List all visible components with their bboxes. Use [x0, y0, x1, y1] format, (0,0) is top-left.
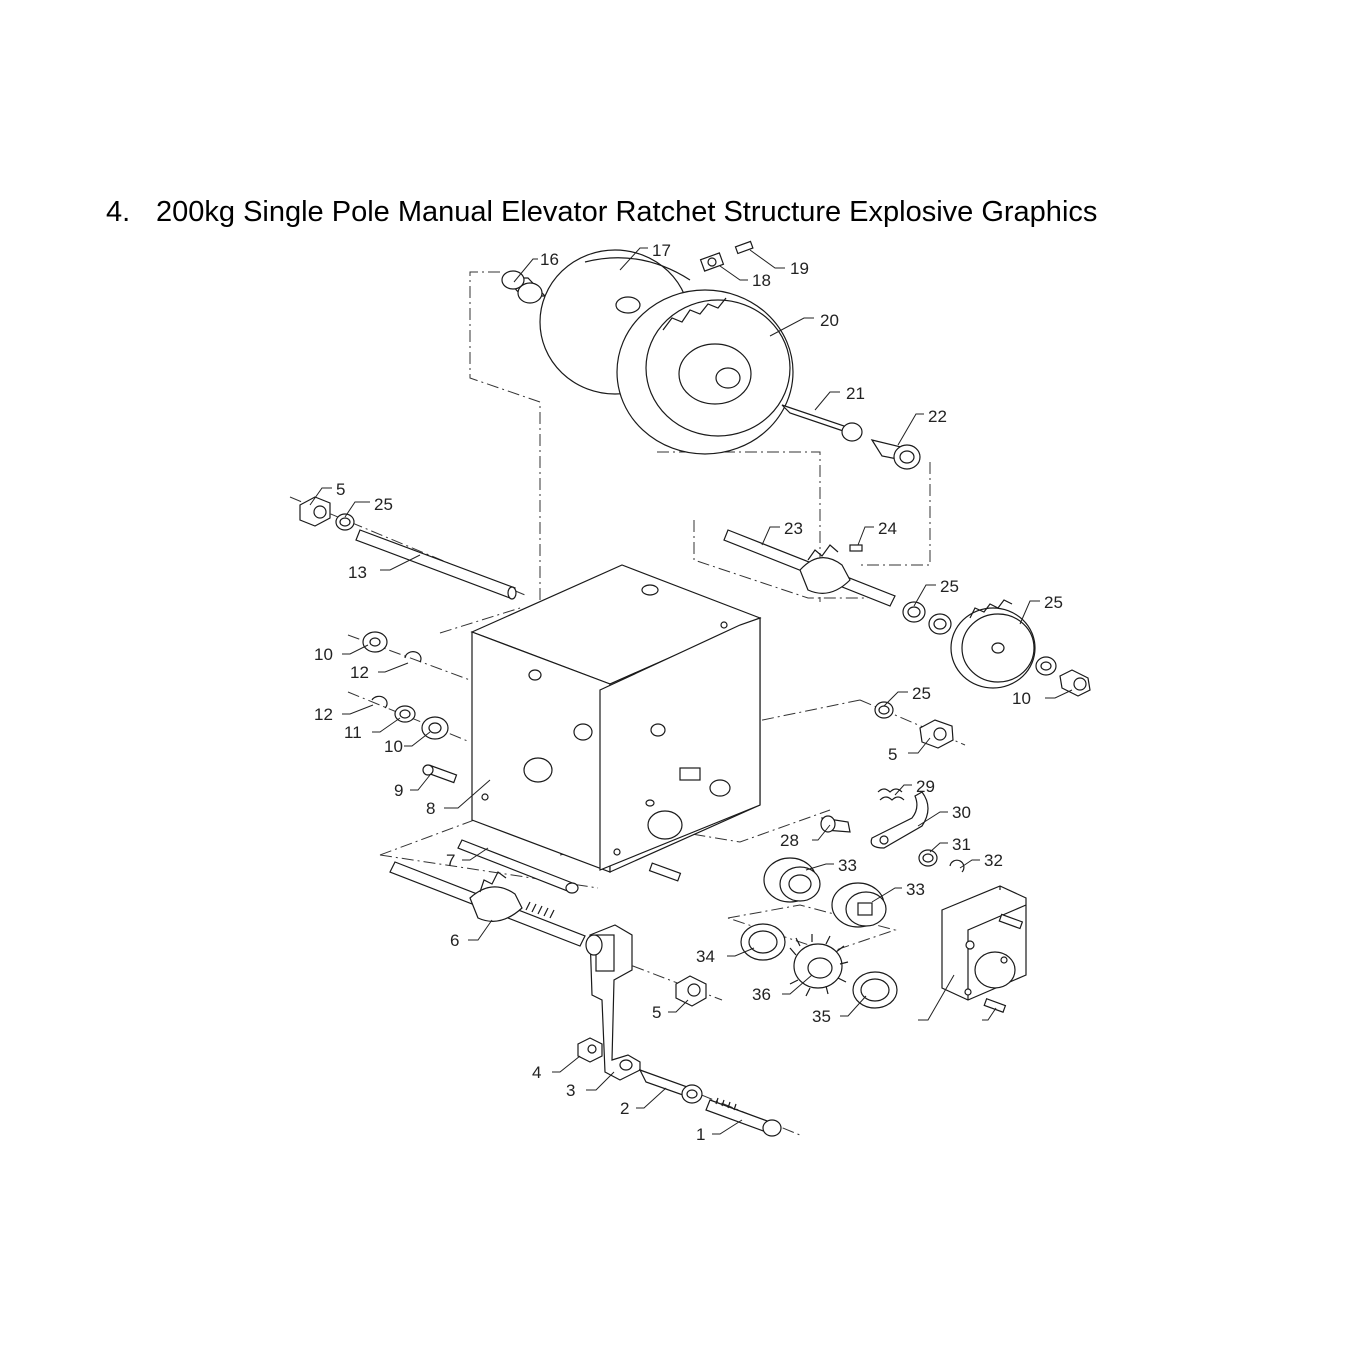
part-2-handle-sleeve: [640, 1070, 702, 1103]
callout-20: [898, 407, 947, 445]
svg-text:16: 16: [540, 250, 559, 269]
callout-4: [532, 1056, 580, 1082]
part-14-bushing: [502, 271, 545, 303]
svg-text:10: 10: [384, 737, 403, 756]
part-10-bushing-left-a: [363, 632, 387, 652]
callout-3: [566, 1072, 614, 1100]
part-1-handle-bolt: [706, 1098, 781, 1136]
callout-16: [720, 266, 771, 290]
part-23-washers: [903, 602, 951, 634]
part-5-nut-c: [676, 976, 706, 1006]
callout-10-left-b: [384, 732, 430, 756]
svg-text:17: 17: [652, 241, 671, 260]
callout-25-right: [884, 684, 931, 706]
svg-text:36: 36: [752, 985, 771, 1004]
svg-text:11: 11: [344, 723, 362, 742]
svg-text:35: 35: [812, 1007, 831, 1026]
callout-25-top: [345, 495, 393, 517]
part-27-spring: [878, 789, 904, 800]
part-18-ratchet-drum: [617, 290, 793, 454]
svg-text:25: 25: [374, 495, 393, 514]
part-17-screw: [735, 241, 752, 253]
svg-text:25: 25: [1044, 593, 1063, 612]
svg-text:6: 6: [450, 931, 460, 950]
svg-text:10: 10: [314, 645, 333, 664]
svg-text:7: 7: [446, 851, 456, 870]
callout-36: [982, 1008, 996, 1020]
part-12-clip-b: [372, 696, 387, 708]
svg-text:13: 13: [348, 563, 367, 582]
svg-text:5: 5: [888, 745, 898, 764]
part-28-pawl: [871, 792, 928, 848]
callout-12-b: [314, 705, 373, 724]
svg-text:22: 22: [928, 407, 947, 426]
svg-text:25: 25: [940, 577, 959, 596]
svg-text:12: 12: [350, 663, 369, 682]
svg-text:3: 3: [566, 1081, 576, 1100]
svg-text:18: 18: [752, 271, 771, 290]
part-9-screw: [423, 765, 457, 783]
part-4-nut: [578, 1038, 602, 1062]
svg-text:31: 31: [952, 835, 971, 854]
svg-text:9: 9: [394, 781, 404, 800]
svg-text:2: 2: [620, 1099, 630, 1118]
part-21-gear-shaft: [724, 530, 895, 606]
callout-10-left-a: [314, 645, 368, 664]
callout-24: [1020, 593, 1063, 624]
svg-text:12: 12: [314, 705, 333, 724]
part-10-bushing-right: [1036, 657, 1090, 696]
part-20-bushing: [872, 440, 920, 469]
svg-text:1: 1: [696, 1125, 706, 1144]
callout-5-bottom: [652, 1000, 688, 1022]
svg-text:20: 20: [820, 311, 839, 330]
frame-bolt: [650, 863, 681, 881]
callout-29: [930, 835, 971, 854]
part-8-frame: [472, 565, 760, 872]
part-6-pinion-shaft: [390, 862, 585, 946]
part-33-washer-a: [741, 924, 785, 960]
title-text: 200kg Single Pole Manual Elevator Ratchet Structure Explosive Graphics: [156, 196, 1098, 228]
callout-21: [762, 519, 803, 545]
part-5-nut-a: [300, 497, 330, 526]
callout-12-a: [350, 663, 408, 682]
part-32-hub: [832, 883, 886, 927]
svg-text:33: 33: [838, 856, 857, 875]
part-24-gear: [951, 600, 1035, 688]
callout-23: [914, 577, 959, 606]
part-22-key: [850, 545, 862, 551]
svg-text:32: 32: [984, 851, 1003, 870]
svg-text:23: 23: [784, 519, 803, 538]
svg-text:25: 25: [912, 684, 931, 703]
svg-text:24: 24: [878, 519, 897, 538]
svg-text:4: 4: [532, 1063, 542, 1082]
svg-text:29: 29: [916, 777, 935, 796]
part-31-hub: [764, 858, 820, 902]
part-29-washer: [919, 850, 937, 866]
svg-text:21: 21: [846, 384, 865, 403]
callout-1: [696, 1120, 742, 1144]
callout-27: [895, 777, 935, 796]
svg-text:5: 5: [652, 1003, 662, 1022]
callout-10-right: [1012, 689, 1072, 708]
part-12-clip-a: [405, 652, 421, 662]
svg-text:8: 8: [426, 799, 436, 818]
svg-text:30: 30: [952, 803, 971, 822]
svg-text:28: 28: [780, 831, 799, 850]
callout-19: [815, 384, 865, 410]
svg-text:34: 34: [696, 947, 715, 966]
section-number: 4.: [106, 196, 131, 228]
part-26-pin: [821, 816, 850, 832]
part-30-clip: [950, 860, 964, 872]
svg-text:19: 19: [790, 259, 809, 278]
callout-6: [450, 920, 492, 950]
part-35-cover-plate: [942, 886, 1026, 1000]
part-13-axle: [356, 530, 516, 599]
part-25-washer-b: [875, 702, 893, 718]
part-19-shaft: [782, 405, 862, 441]
svg-text:10: 10: [1012, 689, 1031, 708]
svg-text:5: 5: [336, 480, 346, 499]
callout-9: [394, 775, 430, 800]
svg-text:33: 33: [906, 880, 925, 899]
part-16-collar: [701, 253, 724, 271]
callout-22: [858, 519, 897, 545]
callout-2: [620, 1088, 666, 1118]
